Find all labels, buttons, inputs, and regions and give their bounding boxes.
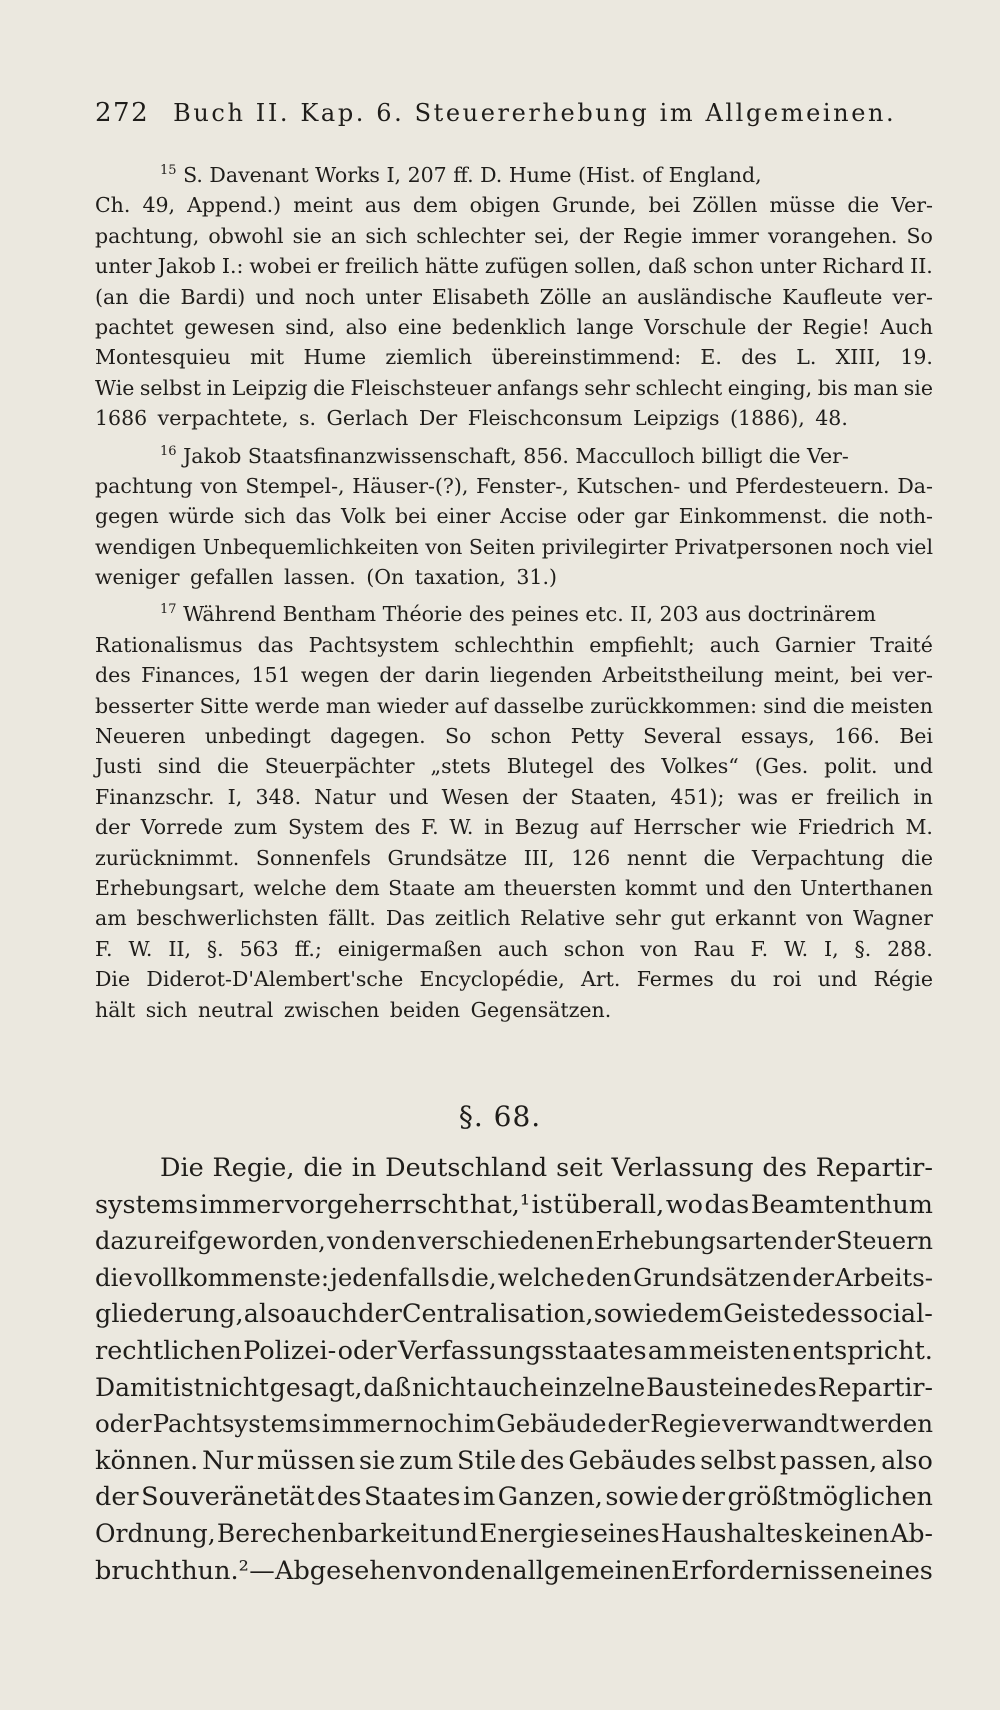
footnote-line: wendigen Unbequemlichkeiten von Seiten privilegirter Privatpersonen noch viel	[95, 534, 933, 559]
footnote-line: am beschwerlichsten fällt. Das zeitlich Relative sehr gut erkannt von Wagner	[95, 906, 933, 931]
footnote-line: Montesquieu mit Hume ziemlich übereinstimmend: E. des L. XIII, 19.	[95, 345, 933, 370]
body-line: bruch thun.² — Abgesehen von den allgemeinen Erfordernissen eines	[95, 1555, 933, 1586]
body-line: gliederung, also auch der Centralisation, sowie dem Geiste des social-	[95, 1299, 933, 1330]
footnote-line: Wie selbst in Leipzig die Fleischsteuer anfangs sehr schlecht einging, bis man sie	[95, 375, 933, 400]
footnote-line: besserter Sitte werde man wieder auf dasselbe zurückkommen: sind die meisten	[95, 693, 933, 718]
footnote-line: Erhebungsart, welche dem Staate am theuersten kommt und den Unterthanen	[95, 875, 933, 900]
footnote-text: S. Davenant Works I, 207 ff. D. Hume (Hist. of England,	[183, 163, 762, 187]
footnote-line: unter Jakob I.: wobei er freilich hätte zufügen sollen, daß schon unter Richard II.	[95, 254, 933, 279]
footnote-text: Jakob Staatsfinanzwissenschaft, 856. Macculloch billigt die Ver-	[183, 443, 849, 468]
body-line: Damit ist nicht gesagt, daß nicht auch einzelne Bausteine des Repartir-	[95, 1372, 933, 1402]
footnote-16	[95, 441, 933, 593]
footnote-line: 1686 verpachtete, s. Gerlach Der Fleischconsum Leipzigs (1886), 48.	[95, 406, 848, 431]
footnote-line: zurücknimmt. Sonnenfels Grundsätze III, 126 nennt die Verpachtung die	[95, 845, 933, 870]
footnote-line: gegen würde sich das Volk bei einer Accise oder gar Einkommenst. die noth-	[95, 504, 933, 529]
footnote-line: des Finances, 151 wegen der darin liegenden Arbeitstheilung meint, bei ver-	[95, 663, 933, 688]
body-line: die vollkommenste: jedenfalls die, welche den Grundsätzen der Arbeits-	[95, 1262, 933, 1292]
footnote-line: F. W. II, §. 563 ff.; einigermaßen auch schon von Rau F. W. I, §. 288.	[95, 936, 933, 961]
footnote-line: pachtung, obwohl sie an sich schlechter sei, der Regie immer vorangehen. So	[95, 223, 933, 248]
footnote-line: Rationalismus das Pachtsystem schlechthin empfiehlt; auch Garnier Traité	[95, 632, 933, 657]
footnote-line: hält sich neutral zwischen beiden Gegensätzen.	[95, 997, 612, 1022]
footnote-number: 17	[160, 602, 177, 618]
footnote-17	[95, 599, 933, 1024]
section-heading: §. 68.	[458, 1100, 542, 1133]
running-title: Buch II. Kap. 6. Steuererhebung im Allgemeinen.	[173, 99, 897, 127]
footnote-line	[95, 599, 933, 629]
body-line: oder Pachtsystems immer noch im Gebäude der Regie verwandt werden	[95, 1409, 933, 1439]
body-text	[95, 1150, 933, 1589]
body-line: systems immer vorgeherrscht hat,¹ ist überall, wo das Beamtenthum	[95, 1189, 933, 1220]
footnote-text: Während Bentham Théorie des peines etc. II, 203 aus doctrinärem	[183, 602, 876, 627]
body-line: Die Regie, die in Deutschland seit Verlassung des Repartir-	[160, 1153, 933, 1183]
page-number: 272	[95, 98, 150, 128]
body-line: der Souveränetät des Staates im Ganzen, sowie der größtmöglichen	[95, 1482, 933, 1513]
body-line: können. Nur müssen sie zum Stile des Gebäudes selbst passen, also	[95, 1445, 933, 1476]
footnote-line: der Vorrede zum System des F. W. in Bezug auf Herrscher wie Friedrich M.	[95, 815, 933, 840]
body-line: dazu reif geworden, von den verschiedenen Erhebungsarten der Steuern	[95, 1227, 933, 1256]
body-line: Ordnung, Berechenbarkeit und Energie seines Haushaltes keinen Ab-	[95, 1518, 933, 1548]
footnote-line	[95, 441, 933, 471]
footnote-line: Die Diderot-D'Alembert'sche Encyclopédie, Art. Fermes du roi und Régie	[95, 967, 933, 992]
footnote-line: Finanzschr. I, 348. Natur und Wesen der Staaten, 451); was er freilich in	[95, 784, 933, 809]
footnote-line: weniger gefallen lassen. (On taxation, 31.)	[95, 565, 557, 590]
body-line: rechtlichen Polizei- oder Verfassungsstaates am meisten entspricht.	[95, 1335, 933, 1366]
footnote-15	[95, 160, 933, 434]
footnote-line: pachtet gewesen sind, also eine bedenklich lange Vorschule der Regie! Auch	[95, 314, 933, 339]
footnote-line: Justi sind die Steuerpächter „stets Blutegel des Volkes“ (Ges. polit. und	[95, 754, 933, 779]
footnote-number: 16	[160, 443, 177, 459]
footnote-number: 15	[160, 163, 177, 179]
footnote-line	[95, 160, 933, 190]
footnote-line: (an die Bardi) und noch unter Elisabeth Zölle an ausländische Kaufleute ver-	[95, 284, 933, 309]
page-header	[95, 98, 935, 128]
footnote-line: Neueren unbedingt dagegen. So schon Petty Several essays, 166. Bei	[95, 724, 933, 749]
footnote-line: Ch. 49, Append.) meint aus dem obigen Grunde, bei Zöllen müsse die Ver-	[95, 193, 933, 218]
footnote-line: pachtung von Stempel-, Häuser-(?), Fenster-, Kutschen- und Pferdesteuern. Da-	[95, 473, 933, 498]
footnotes	[95, 160, 933, 1032]
